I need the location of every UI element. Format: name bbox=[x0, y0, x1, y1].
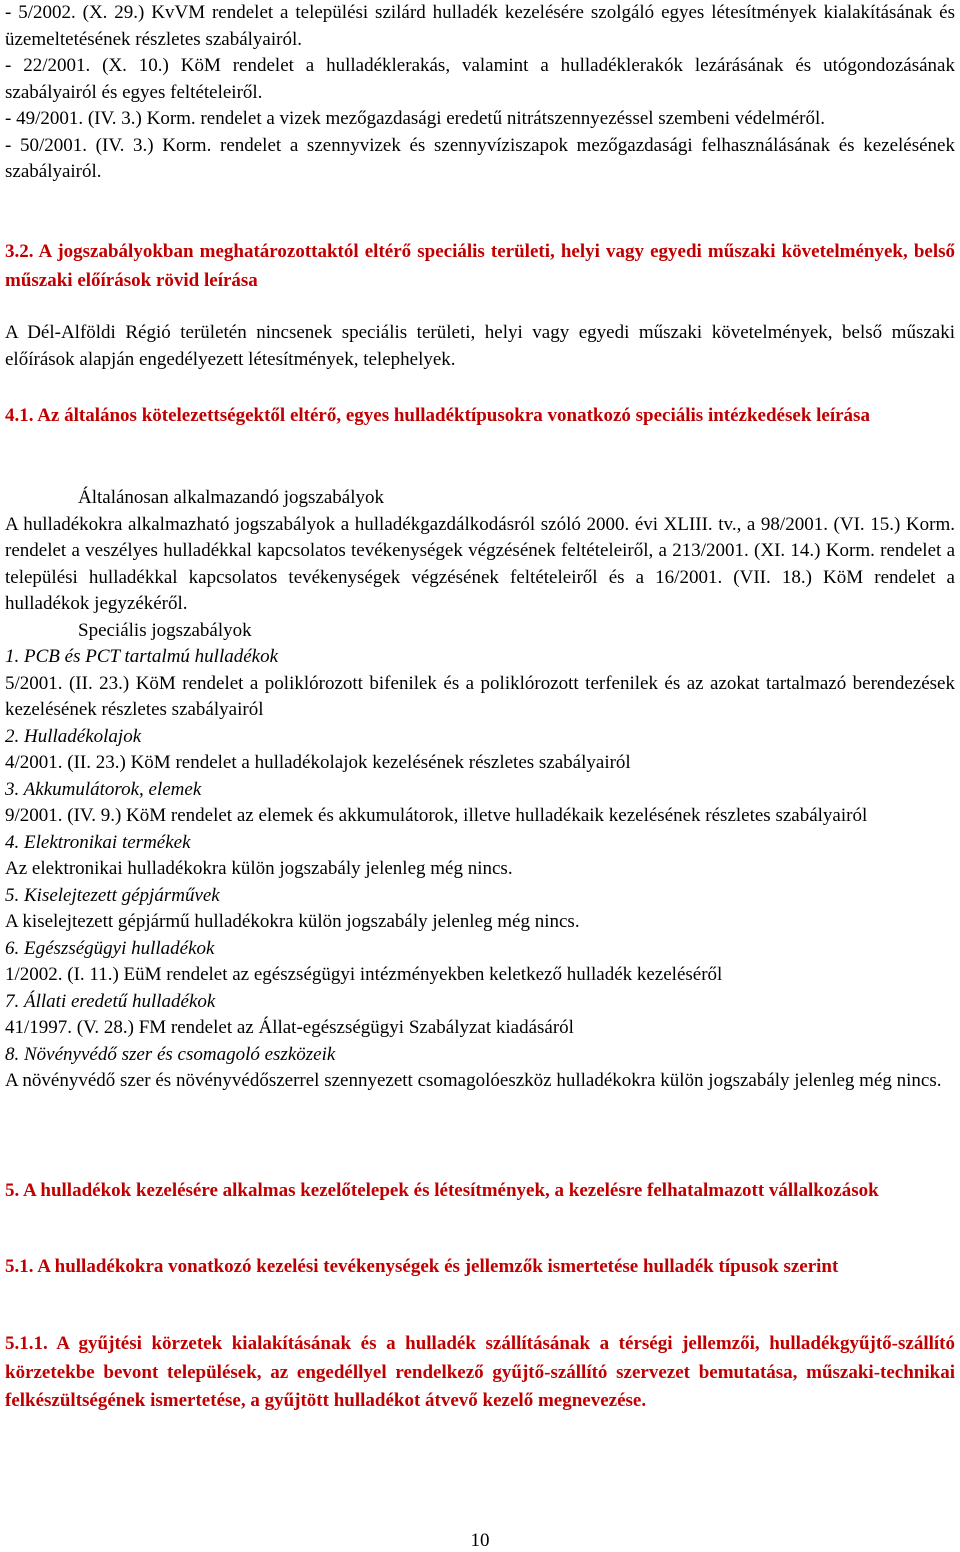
item-title: 6. Egészségügyi hulladékok bbox=[5, 937, 215, 959]
item-title: 3. Akkumulátorok, elemek bbox=[5, 778, 202, 800]
section-5-1-1-heading: 5.1.1. A gyűjtési körzetek kialakításának és a hulladék szállításának a térségi jellemzői, hulladékgyűjtő-szállító körzetekbe bevont települések, az engedéllyel rendelkező gyűjtő-szállító szervezet bemutatása, műszaki-technikai felkészültségének ismertetése, a gyűjtött hulladékot átvevő kezelő megnevezése. bbox=[5, 1333, 955, 1411]
section-3-2 bbox=[5, 238, 955, 295]
intro-line: - 22/2001. (X. 10.) KöM rendelet a hulladéklerakás, valamint a hulladéklerakók lezárásának és utógondozásának szabályairól és egyes feltételeiről. bbox=[5, 55, 955, 103]
item-text: 9/2001. (IV. 9.) KöM rendelet az elemek és akkumulátorok, illetve hulladékaik kezelésének részletes szabályairól bbox=[5, 805, 868, 826]
section-5-1 bbox=[5, 1253, 955, 1282]
item-title: 5. Kiselejtezett gépjárművek bbox=[5, 884, 220, 906]
section-4-1 bbox=[5, 402, 955, 431]
item-text: 4/2001. (II. 23.) KöM rendelet a hulladékolajok kezelésének részletes szabályairól bbox=[5, 752, 631, 773]
section-3-2-body: A Dél-Alföldi Régió területén nincsenek speciális területi, helyi vagy egyedi műszaki követelmények, belső műszaki előírások alapján engedélyezett létesítmények, telephelyek. bbox=[5, 322, 955, 370]
page-number: 10 bbox=[470, 1530, 490, 1551]
item-text: Az elektronikai hulladékokra külön jogszabály jelenleg még nincs. bbox=[5, 858, 513, 879]
special-label: Speciális jogszabályok bbox=[78, 619, 252, 641]
section-5-1-heading: 5.1. A hulladékokra vonatkozó kezelési tevékenységek és jellemzők ismertetése hulladék típusok szerint bbox=[5, 1256, 839, 1277]
section-3-2-heading: 3.2. A jogszabályokban meghatározottaktól eltérő speciális területi, helyi vagy egyedi műszaki követelmények, belső műszaki előírások rövid leírása bbox=[5, 241, 955, 291]
item-text: 41/1997. (V. 28.) FM rendelet az Állat-egészségügyi Szabályzat kiadásáról bbox=[5, 1017, 574, 1038]
section-4-1-heading: 4.1. Az általános kötelezettségektől eltérő, egyes hulladéktípusokra vonatkozó speciális intézkedések leírása bbox=[5, 405, 870, 426]
item-title: 4. Elektronikai termékek bbox=[5, 831, 191, 853]
item-title: 7. Állati eredetű hulladékok bbox=[5, 990, 216, 1012]
intro-line: - 49/2001. (IV. 3.) Korm. rendelet a vizek mezőgazdasági eredetű nitrátszennyezéssel szembeni védelméről. bbox=[5, 108, 826, 129]
section-5-heading: 5. A hulladékok kezelésére alkalmas kezelőtelepek és létesítmények, a kezelésre felhatalmazott vállalkozások bbox=[5, 1180, 879, 1201]
general-label: Általánosan alkalmazandó jogszabályok bbox=[78, 487, 385, 508]
item-title: 8. Növényvédő szer és csomagoló eszközeik bbox=[5, 1043, 336, 1065]
intro-line: - 5/2002. (X. 29.) KvVM rendelet a települési szilárd hulladék kezelésére szolgáló egyes létesítmények kialakításának és üzemeltetésének részletes szabályairól. bbox=[5, 2, 955, 50]
item-text: A kiselejtezett gépjármű hulladékokra külön jogszabály jelenleg még nincs. bbox=[5, 911, 580, 932]
intro-list bbox=[5, 0, 955, 186]
item-text: A növényvédő szer és növényvédőszerrel szennyezett csomagolóeszköz hulladékokra külön jogszabály jelenleg még nincs. bbox=[5, 1070, 942, 1091]
section-4-1-body bbox=[5, 485, 955, 1095]
section-3-2-body-block bbox=[5, 320, 955, 373]
item-title: 2. Hulladékolajok bbox=[5, 725, 142, 747]
item-text: 5/2001. (II. 23.) KöM rendelet a poliklórozott bifenilek és a poliklórozott terfenilek és az azokat tartalmazó berendezések kezelésének részletes szabályairól bbox=[5, 672, 955, 720]
section-5 bbox=[5, 1177, 955, 1206]
item-title: 1. PCB és PCT tartalmú hulladékok bbox=[5, 646, 279, 667]
intro-line: - 50/2001. (IV. 3.) Korm. rendelet a szennyvizek és szennyvíziszapok mezőgazdasági felhasználásának és kezelésének szabályairól. bbox=[5, 134, 955, 182]
section-5-1-1 bbox=[5, 1330, 955, 1416]
general-body: A hulladékokra alkalmazható jogszabályok a hulladékgazdálkodásról szóló 2000. évi XLIII. tv., a 98/2001. (VI. 15.) Korm. rendelet a veszélyes hulladékkal kapcsolatos tevékenységek végzésének feltételeiről, a 213/2001. (XI. 14.) Korm. rendelet a települési hulladékkal kapcsolatos tevékenységek végzésének feltételeiről és a 16/2001. (VII. 18.) KöM rendelet a hulladékok jegyzékéről. bbox=[5, 513, 955, 614]
item-text: 1/2002. (I. 11.) EüM rendelet az egészségügyi intézményekben keletkező hulladék kezeléséről bbox=[5, 964, 723, 985]
